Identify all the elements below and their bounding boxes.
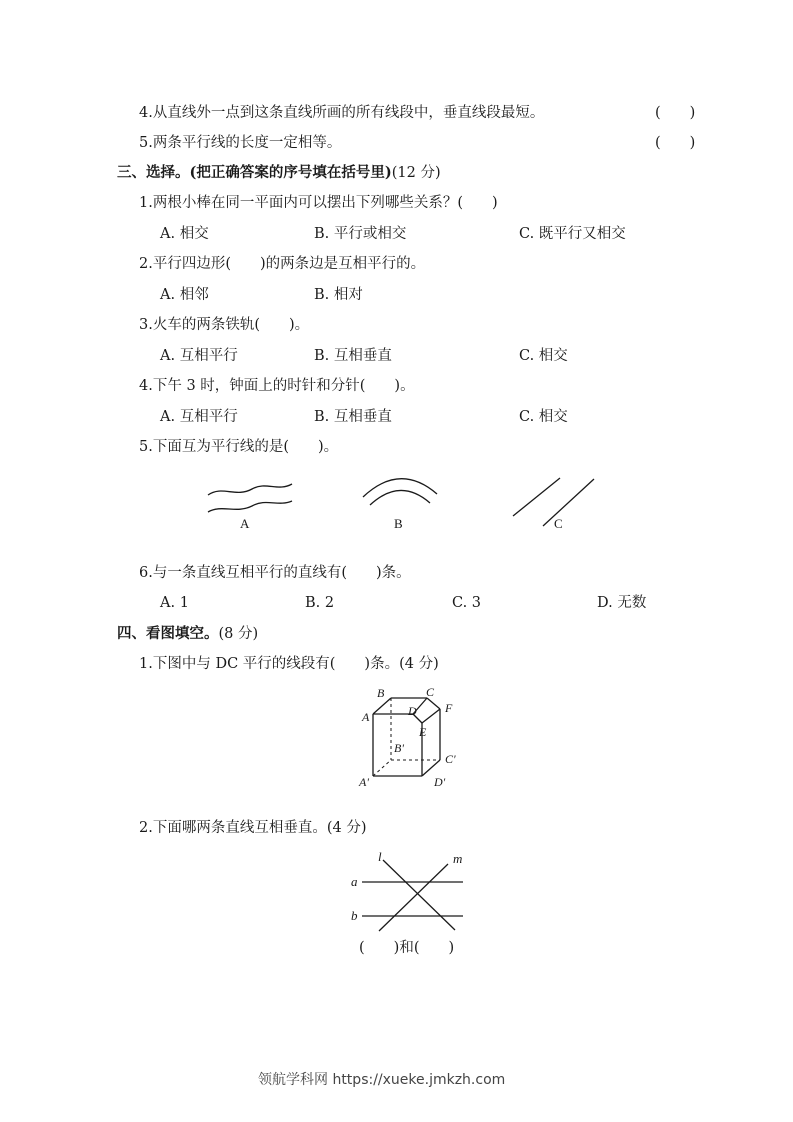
section-4-title: 四、看图填空。 (117, 625, 219, 642)
vertex-label-d: D (408, 704, 417, 718)
vertex-label-c-prime: C' (445, 752, 456, 766)
choice-q1-stem: 1.两根小棒在同一平面内可以摆出下列哪些关系？( ) (139, 195, 498, 211)
choice-q2-option-b: B. 相对 (314, 287, 363, 303)
fill-q2-answer-blanks: ( )和( ) (359, 940, 455, 956)
wavy-line-a-top (208, 484, 292, 495)
vertex-label-f: F (445, 701, 453, 715)
line-l (383, 860, 455, 930)
section-3-score: (12 分) (391, 165, 441, 181)
vertex-label-b-prime: B' (394, 741, 404, 755)
choice-q4-option-a: A. 互相平行 (160, 409, 238, 425)
section-3-heading (117, 163, 441, 183)
section-4-score: (8 分) (218, 626, 259, 642)
vertex-label-c: C (426, 685, 435, 699)
choice-q3-stem: 3.火车的两条铁轨( )。 (139, 317, 310, 333)
line-label-b: b (351, 908, 358, 923)
choice-q6-option-c: C. 3 (452, 595, 482, 611)
choice-q3-option-b: B. 互相垂直 (314, 348, 392, 364)
straight-line-c-1 (513, 478, 560, 516)
choice-q1-option-c: C. 既平行又相交 (519, 226, 626, 242)
arc-b-outer (363, 479, 437, 497)
q4-answer-paren: ( ) (655, 105, 696, 121)
choice-q6-option-d: D. 无数 (597, 595, 647, 611)
edge-a-b (373, 698, 391, 714)
choice-q4-stem: 4.下午 3 时，钟面上的时针和分针( )。 (139, 378, 415, 394)
q5-text: 5.两条平行线的长度一定相等。 (139, 135, 342, 151)
choice-q5-stem: 5.下面互为平行线的是( )。 (139, 439, 339, 455)
figure-label-a: A (240, 516, 250, 531)
choice-q4-option-c: C. 相交 (519, 409, 568, 425)
edge-c-f (427, 698, 440, 709)
choice-q3-option-a: A. 互相平行 (160, 348, 238, 364)
line-m (379, 864, 448, 931)
wavy-line-a-bottom (208, 501, 292, 512)
footer-watermark: 领航学科网 https://xueke.jmkzh.com (258, 1072, 506, 1088)
line-label-l: l (378, 849, 382, 864)
section-4-heading (117, 624, 258, 644)
choice-q1-option-b: B. 平行或相交 (314, 226, 407, 242)
q4-text: 4.从直线外一点到这条直线所画的所有线段中，垂直线段最短。 (139, 105, 545, 121)
edge-d-prime-c-prime (422, 760, 440, 776)
line-label-m: m (453, 851, 463, 866)
section-3-title: 三、选择。(把正确答案的序号填在括号里) (117, 164, 392, 181)
vertex-label-a: A (362, 710, 370, 724)
vertex-label-a-prime: A' (359, 775, 369, 789)
arc-b-inner (370, 490, 430, 505)
cut-cube-figure (355, 685, 465, 790)
intersecting-lines-figure (345, 848, 475, 933)
parallel-lines-figure (200, 470, 620, 536)
vertex-label-d-prime: D' (434, 775, 446, 789)
figure-label-c: C (554, 516, 563, 531)
choice-q6-stem: 6.与一条直线互相平行的直线有( )条。 (139, 565, 411, 581)
edge-e-f (422, 709, 440, 723)
choice-q2-stem: 2.平行四边形( )的两条边是互相平行的。 (139, 256, 426, 272)
q5-answer-paren: ( ) (655, 135, 696, 151)
choice-q2-option-a: A. 相邻 (160, 287, 209, 303)
fill-q1-stem: 1.下图中与 DC 平行的线段有( )条。(4 分) (139, 656, 439, 672)
vertex-label-e: E (419, 725, 427, 739)
fill-q2-stem: 2.下面哪两条直线互相垂直。(4 分) (139, 820, 367, 836)
choice-q4-option-b: B. 互相垂直 (314, 409, 392, 425)
vertex-label-b: B (377, 686, 385, 700)
choice-q1-option-a: A. 相交 (160, 226, 209, 242)
figure-label-b: B (394, 516, 403, 531)
line-label-a: a (351, 874, 358, 889)
hidden-edge-a-prime-b-prime (373, 760, 391, 776)
choice-q6-option-b: B. 2 (305, 595, 335, 611)
choice-q3-option-c: C. 相交 (519, 348, 568, 364)
choice-q6-option-a: A. 1 (160, 595, 189, 611)
